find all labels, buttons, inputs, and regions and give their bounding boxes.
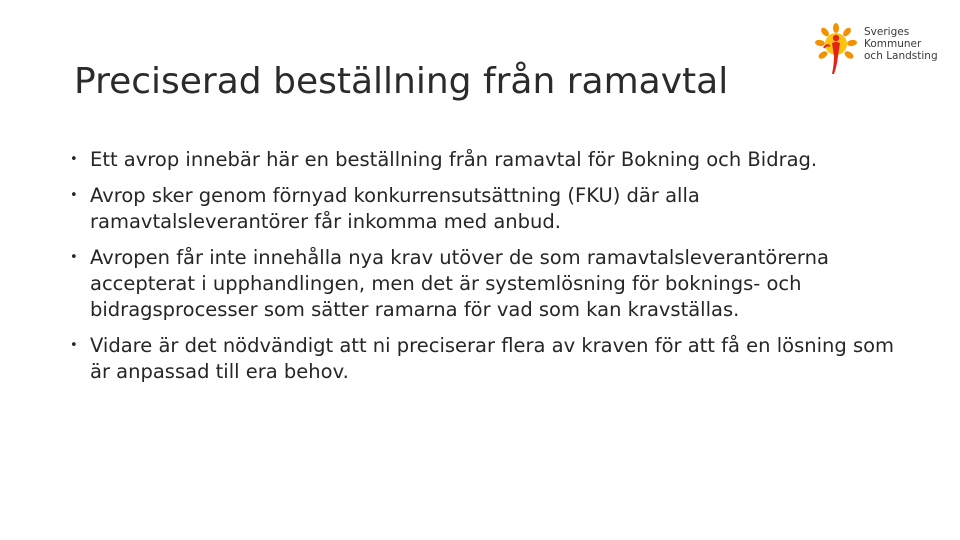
bullet-dot-icon: • — [70, 250, 78, 265]
logo-wordmark — [864, 26, 938, 62]
bullet-item — [70, 183, 900, 235]
logo-line: och Landsting — [864, 50, 938, 62]
sun-figure-icon — [812, 22, 860, 78]
bullet-dot-icon: • — [70, 152, 78, 167]
bullet-dot-icon: • — [70, 188, 78, 203]
skl-logo — [812, 22, 942, 78]
logo-line: Sveriges — [864, 26, 910, 38]
logo-line: Kommuner — [864, 38, 922, 50]
bullet-text: Avropen får inte innehålla nya krav utöver de som ramavtalsleverantörerna accepterat i upphandlingen, men det är systemlösning för boknings- och bidragsprocesser som sätter ramarna för vad som kan kravställas. — [90, 246, 829, 321]
bullet-text: Avrop sker genom förnyad konkurrensutsättning (FKU) där alla ramavtalsleverantörer får inkomma med anbud. — [90, 184, 700, 233]
bullet-item — [70, 147, 900, 173]
bullet-item — [70, 245, 900, 323]
bullet-text: Vidare är det nödvändigt att ni preciserar flera av kraven för att få en lösning som är anpassad till era behov. — [90, 334, 895, 383]
slide-title: Preciserad beställning från ramavtal — [74, 61, 729, 102]
bullet-dot-icon: • — [70, 338, 78, 353]
bullet-list — [70, 147, 900, 395]
bullet-text: Ett avrop innebär här en beställning från ramavtal för Bokning och Bidrag. — [90, 148, 818, 171]
bullet-item — [70, 333, 900, 385]
